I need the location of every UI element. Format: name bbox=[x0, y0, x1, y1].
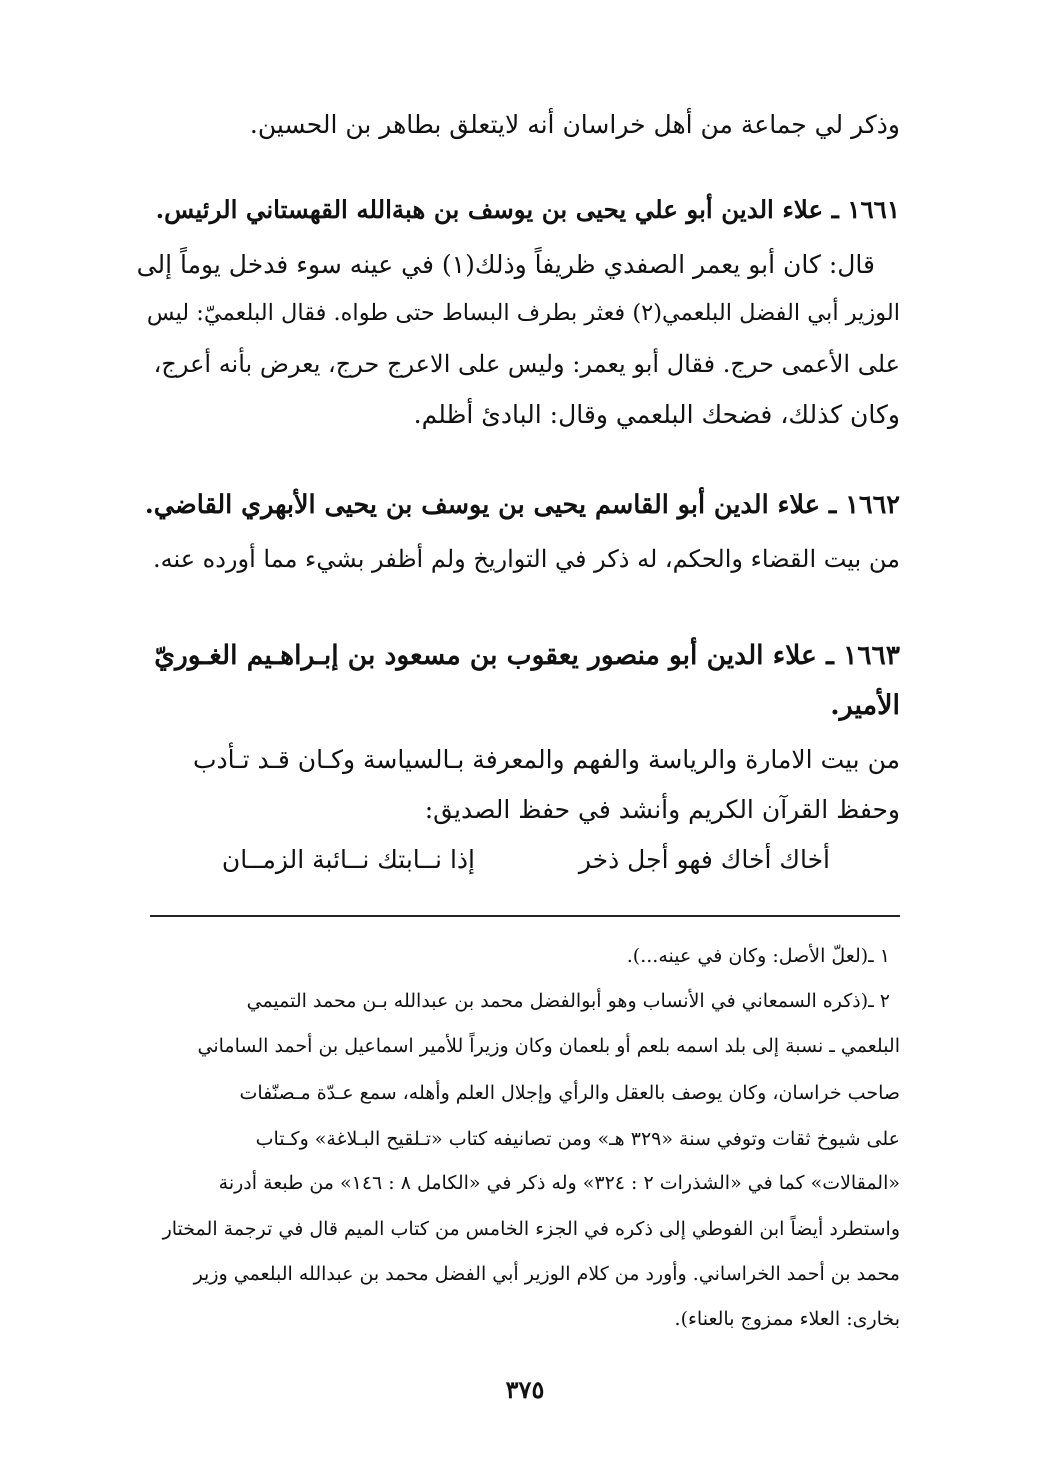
footnote-2-line-3: صاحب خراسان، وكان يوصف بالعقل والرأي وإجلال العلم وأهله، سمع عـدّة مـصنّفات bbox=[239, 1082, 900, 1104]
footnote-2-line-6: واستطرد أيضاً ابن الفوطي إلى ذكره في الجزء الخامس من كتاب الميم قال في ترجمة المختار bbox=[162, 1218, 900, 1240]
entry-1661-line-1: قال: كان أبو يعمر الصفدي ظريفاً وذلك(١) في عينه سوء فدخل يوماً إلى bbox=[136, 250, 875, 279]
entry-1661-line-3: على الأعمى حرج. فقال أبو يعمر: وليس على الاعرج حرج، يعرض بأنه أعرج، bbox=[153, 350, 900, 378]
footnote-2-line-1: ٢ ـ(ذكره السمعاني في الأنساب وهو أبوالفضل محمد بن عبدالله بـن محمد التميمي bbox=[246, 990, 890, 1012]
entry-1663-line-1: من بيت الامارة والرياسة والفهم والمعرفة بـالسياسة وكـان قـد تـأدب bbox=[192, 745, 900, 774]
footnote-2-line-7: محمد بن أحمد الخراساني. وأورد من كلام الوزير أبي الفضل محمد بن عبدالله البلعمي وزير bbox=[193, 1263, 900, 1285]
intro-line: وذكر لي جماعة من أهل خراسان أنه لايتعلق بطاهر بن الحسين. bbox=[249, 110, 900, 139]
footnote-2-line-2: البلعمي ـ نسبة إلى بلد اسمه بلعم أو بلعمان وكان وزيراً للأمير اسماعيل بن أحمد الساماني bbox=[197, 1035, 900, 1057]
entry-1663-heading-cont: الأمير. bbox=[830, 690, 900, 721]
entry-1662-heading: ١٦٦٢ ـ علاء الدين أبو القاسم يحيى بن يوسف بن يحيى الأبهري القاضي. bbox=[144, 490, 900, 520]
entry-1661-heading: ١٦٦١ ـ علاء الدين أبو علي يحيى بن يوسف بن هبةالله القهستاني الرئيس. bbox=[155, 195, 900, 224]
footnote-2-line-8: بخارى: العلاء ممزوج بالعناء). bbox=[674, 1308, 900, 1330]
entry-1661-line-4: وكان كذلك، فضحك البلعمي وقال: البادئ أظلم. bbox=[413, 400, 900, 429]
entry-1663-line-2: وحفظ القرآن الكريم وأنشد في حفظ الصديق: bbox=[424, 795, 900, 824]
footnote-1: ١ ـ(لعلّ الأصل: وكان في عينه...). bbox=[626, 945, 890, 967]
footnote-2-line-5: «المقالات» كما في «الشذرات ٢ : ٣٢٤» وله ذكر في «الكامل ٨ : ١٤٦» من طبعة أدرنة bbox=[218, 1172, 900, 1194]
verse-hemistich-1: أخاك أخاك فهو أجل ذخر bbox=[578, 845, 830, 874]
entry-1661-line-2: الوزير أبي الفضل البلعمي(٢) فعثر بطرف البساط حتى طواه. فقال البلعميّ: ليس bbox=[146, 300, 900, 326]
page-number: ٣٧٥ bbox=[505, 1375, 545, 1404]
footnote-divider bbox=[150, 915, 900, 917]
entry-1662-line-1: من بيت القضاء والحكم، له ذكر في التواريخ ولم أظفر بشيء مما أورده عنه. bbox=[152, 545, 900, 573]
verse-hemistich-2: إذا نــابتك نــائبة الزمــان bbox=[221, 845, 475, 874]
entry-1663-heading: ١٦٦٣ ـ علاء الدين أبو منصور يعقوب بن مسعود بن إبـراهـيم الغـوريّ bbox=[154, 640, 900, 671]
footnote-2-line-4: على شيوخ ثقات وتوفي سنة «٣٢٩ هـ» ومن تصانيفه كتاب «تـلقيح البـلاغة» وكـتاب bbox=[255, 1128, 900, 1150]
